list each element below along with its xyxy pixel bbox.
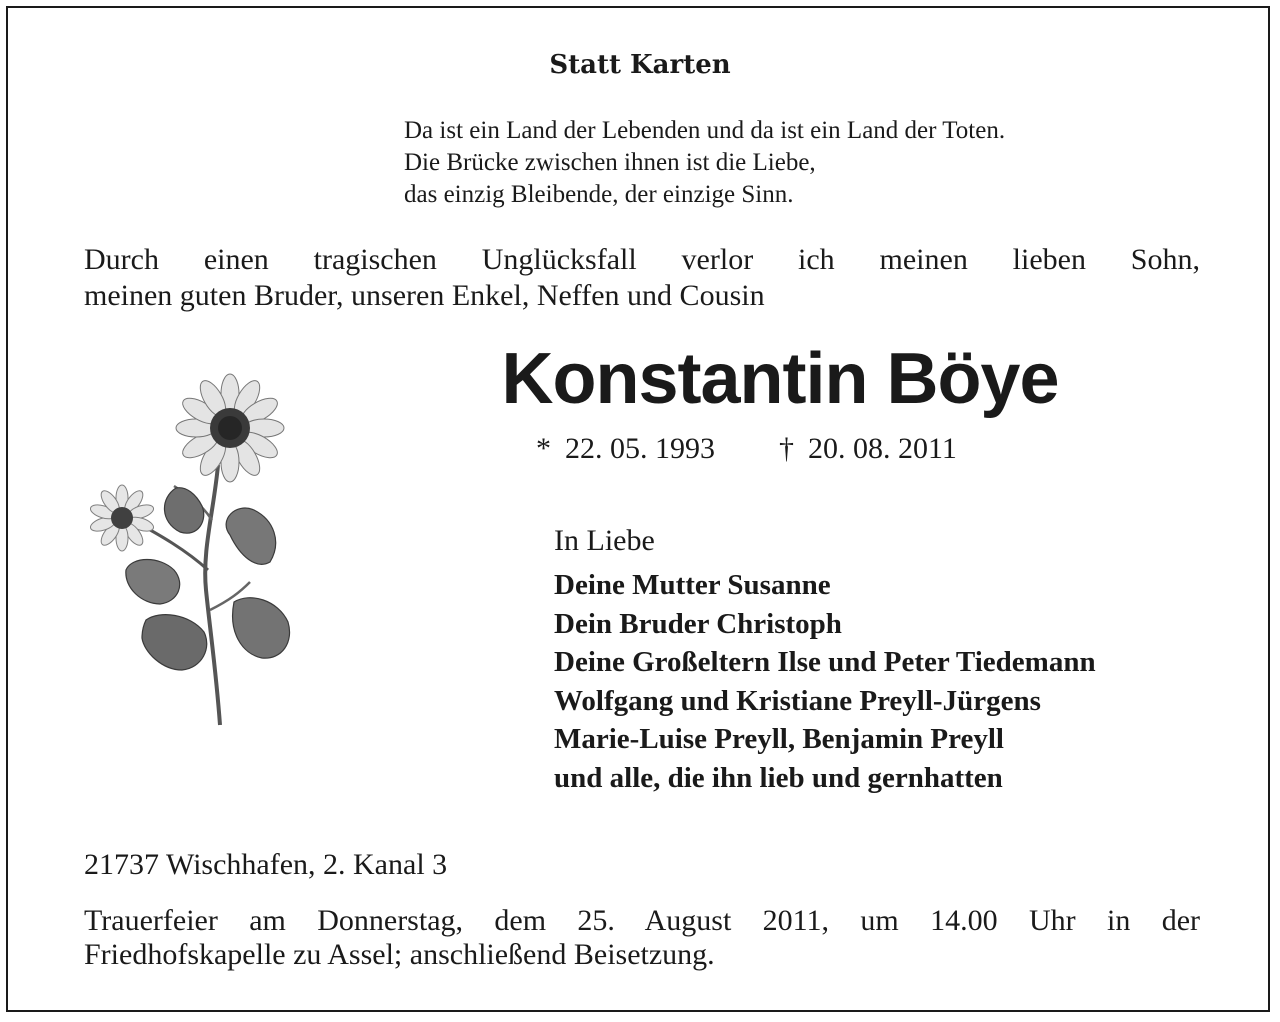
deceased-name: Konstantin Böye <box>501 339 1059 419</box>
service-line: Trauerfeier am Donnerstag, dem 25. August 2011, um 14.00 Uhr in der <box>84 904 1200 937</box>
mourner-line: und alle, die ihn lieb und gernhatten <box>554 761 1003 794</box>
death-symbol: † <box>779 432 794 465</box>
intro-line: Durch einen tragischen Unglücksfall verlor ich meinen lieben Sohn, <box>84 243 1200 276</box>
life-dates <box>536 432 957 466</box>
death-date: 20. 08. 2011 <box>808 432 957 465</box>
notice-heading: Statt Karten <box>549 50 731 80</box>
intro-line: meinen guten Bruder, unseren Enkel, Neffen und Cousin <box>84 279 765 312</box>
poem-line: Die Brücke zwischen ihnen ist die Liebe, <box>404 149 816 176</box>
poem <box>404 115 1005 211</box>
poem-line: das einzig Bleibende, der einzige Sinn. <box>404 181 794 208</box>
mourner-line: Deine Mutter Susanne <box>554 569 831 601</box>
intro-text <box>84 242 1200 314</box>
birth-symbol: * <box>536 432 551 465</box>
service-info <box>84 904 1200 972</box>
mourner-list <box>554 566 1096 797</box>
service-line: Friedhofskapelle zu Assel; anschließend Beisetzung. <box>84 938 715 971</box>
address: 21737 Wischhafen, 2. Kanal 3 <box>84 848 448 881</box>
mourner-line: Dein Bruder Christoph <box>554 607 842 640</box>
mourner-line: Wolfgang und Kristiane Preyll-Jürgens <box>554 684 1041 717</box>
mourner-line: Marie-Luise Preyll, Benjamin Preyll <box>554 723 1004 755</box>
birth-date: 22. 05. 1993 <box>565 432 715 465</box>
mourner-line: Deine Großeltern Ilse und Peter Tiedemann <box>554 646 1096 678</box>
sunflower-icon <box>90 370 300 730</box>
signoff: In Liebe <box>554 524 655 557</box>
poem-line: Da ist ein Land der Lebenden und da ist ein Land der Toten. <box>404 117 1006 144</box>
